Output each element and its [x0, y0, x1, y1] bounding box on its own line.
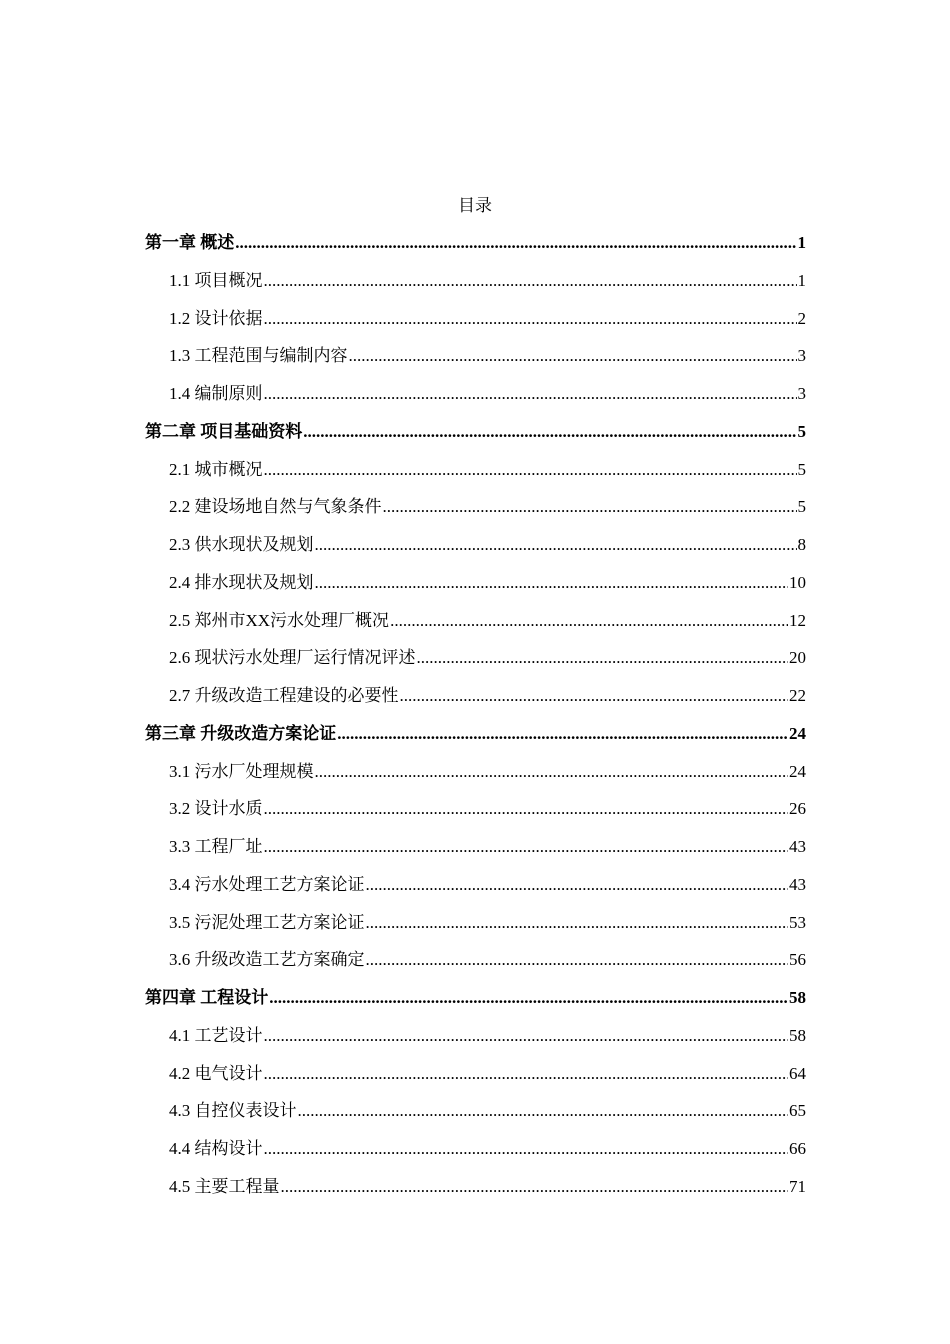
toc-page-number: 56 — [789, 950, 806, 970]
toc-entry-label: 2.3 供水现状及规划 — [169, 535, 314, 554]
toc-dot-leader — [269, 986, 788, 1010]
toc-section-entry[interactable] — [145, 911, 806, 949]
toc-entry-label: 4.3 自控仪表设计 — [169, 1101, 297, 1121]
toc-entry-label: 3.4 污水处理工艺方案论证 — [169, 874, 365, 894]
toc-section-entry[interactable] — [145, 307, 806, 345]
toc-dot-leader — [315, 760, 789, 784]
toc-page-number: 5 — [797, 459, 806, 479]
toc-dot-leader — [281, 1175, 789, 1199]
toc-dot-leader — [349, 344, 797, 368]
toc-section-entry[interactable] — [145, 609, 806, 647]
toc-entry-label: 第三章 升级改造方案论证 — [145, 723, 337, 743]
toc-page-number: 43 — [789, 874, 806, 894]
toc-entry-label: 2.4 排水现状及规划 — [169, 572, 314, 592]
toc-chapter-entry[interactable] — [145, 986, 806, 1024]
toc-entry-label: 4.1 工艺设计 — [169, 1025, 263, 1045]
toc-chapter-entry[interactable] — [145, 722, 806, 760]
toc-chapter-entry[interactable] — [145, 420, 806, 458]
toc-page-number: 2 — [797, 308, 806, 328]
toc-page-number: 22 — [789, 686, 806, 705]
toc-dot-leader — [315, 571, 789, 595]
toc-section-entry[interactable] — [145, 458, 806, 496]
toc-dot-leader — [264, 307, 797, 331]
toc-title: 目录 — [458, 196, 492, 215]
toc-entry-label: 3.6 升级改造工艺方案确定 — [169, 950, 365, 970]
toc-page-number: 26 — [789, 799, 806, 819]
toc-page-number: 5 — [797, 497, 806, 517]
toc-page-number: 24 — [789, 761, 806, 781]
toc-entry-label: 2.6 现状污水处理厂运行情况评述 — [169, 648, 416, 668]
toc-entry-label: 第四章 工程设计 — [145, 988, 269, 1007]
toc-dot-leader — [366, 873, 789, 897]
toc-entry-label: 1.4 编制原则 — [169, 384, 263, 403]
toc-dot-leader — [235, 231, 796, 255]
toc-dot-leader — [298, 1099, 789, 1123]
toc-entry-label: 2.1 城市概况 — [169, 459, 263, 479]
toc-dot-leader — [264, 382, 797, 406]
toc-section-entry[interactable] — [145, 382, 806, 420]
toc-page-number: 3 — [797, 384, 806, 403]
toc-dot-leader — [417, 646, 789, 670]
toc-dot-leader — [390, 609, 788, 633]
toc-page-number: 65 — [789, 1101, 806, 1121]
toc-dot-leader — [366, 911, 789, 935]
toc-section-entry[interactable] — [145, 797, 806, 835]
toc-page-number: 64 — [789, 1063, 806, 1083]
toc-page-number: 1 — [797, 233, 806, 252]
toc-dot-leader — [315, 533, 797, 557]
toc-entry-label: 3.5 污泥处理工艺方案论证 — [169, 912, 365, 932]
toc-page-number: 5 — [797, 421, 806, 441]
toc-page-number: 53 — [789, 912, 806, 932]
toc-section-entry[interactable] — [145, 533, 806, 571]
toc-section-entry[interactable] — [145, 1137, 806, 1175]
toc-section-entry[interactable] — [145, 684, 806, 722]
toc-page-number: 1 — [797, 270, 806, 290]
toc-entry-label: 4.2 电气设计 — [169, 1063, 263, 1083]
toc-dot-leader — [366, 948, 789, 972]
toc-section-entry[interactable] — [145, 646, 806, 684]
toc-chapter-entry[interactable] — [145, 231, 806, 269]
toc-section-entry[interactable] — [145, 1175, 806, 1213]
toc-section-entry[interactable] — [145, 873, 806, 911]
toc-dot-leader — [264, 458, 797, 482]
toc-page-number: 43 — [789, 837, 806, 856]
toc-entry-label: 1.2 设计依据 — [169, 308, 263, 328]
toc-entry-label: 2.5 郑州市XX污水处理厂概况 — [169, 610, 390, 630]
toc-dot-leader — [337, 722, 788, 746]
toc-dot-leader — [400, 684, 789, 708]
toc-entry-label: 4.4 结构设计 — [169, 1139, 263, 1158]
toc-dot-leader — [264, 1137, 789, 1161]
toc-dot-leader — [264, 1062, 789, 1086]
toc-dot-leader — [264, 797, 789, 821]
toc-page-number: 58 — [789, 1025, 806, 1045]
toc-entry-label: 第二章 项目基础资料 — [145, 421, 303, 441]
toc-entry-label: 4.5 主要工程量 — [169, 1176, 280, 1196]
toc-page-number: 71 — [789, 1176, 806, 1196]
toc-section-entry[interactable] — [145, 1024, 806, 1062]
toc-page-number: 8 — [797, 535, 806, 554]
toc-page-number: 10 — [789, 572, 806, 592]
toc-section-entry[interactable] — [145, 760, 806, 798]
toc-section-entry[interactable] — [145, 344, 806, 382]
toc-dot-leader — [383, 495, 797, 519]
toc-section-entry[interactable] — [145, 1099, 806, 1137]
table-of-contents — [145, 231, 806, 1213]
toc-entry-label: 第一章 概述 — [145, 233, 235, 252]
toc-entry-label: 1.1 项目概况 — [169, 270, 263, 290]
toc-page-number: 20 — [789, 648, 806, 668]
toc-entry-label: 2.2 建设场地自然与气象条件 — [169, 497, 382, 517]
toc-section-entry[interactable] — [145, 495, 806, 533]
toc-entry-label: 3.1 污水厂处理规模 — [169, 761, 314, 781]
toc-dot-leader — [264, 1024, 789, 1048]
toc-section-entry[interactable] — [145, 835, 806, 873]
toc-page-number: 58 — [789, 988, 806, 1007]
toc-entry-label: 3.3 工程厂址 — [169, 837, 263, 856]
toc-section-entry[interactable] — [145, 948, 806, 986]
toc-dot-leader — [264, 269, 797, 293]
toc-entry-label: 2.7 升级改造工程建设的必要性 — [169, 686, 399, 705]
toc-entry-label: 3.2 设计水质 — [169, 799, 263, 819]
toc-page-number: 12 — [789, 610, 806, 630]
toc-section-entry[interactable] — [145, 571, 806, 609]
toc-section-entry[interactable] — [145, 269, 806, 307]
toc-page-number: 3 — [797, 346, 806, 366]
toc-section-entry[interactable] — [145, 1062, 806, 1100]
toc-page-number: 66 — [789, 1139, 806, 1158]
toc-entry-label: 1.3 工程范围与编制内容 — [169, 346, 348, 366]
toc-page-number: 24 — [789, 723, 806, 743]
toc-dot-leader — [264, 835, 789, 859]
toc-dot-leader — [303, 420, 796, 444]
